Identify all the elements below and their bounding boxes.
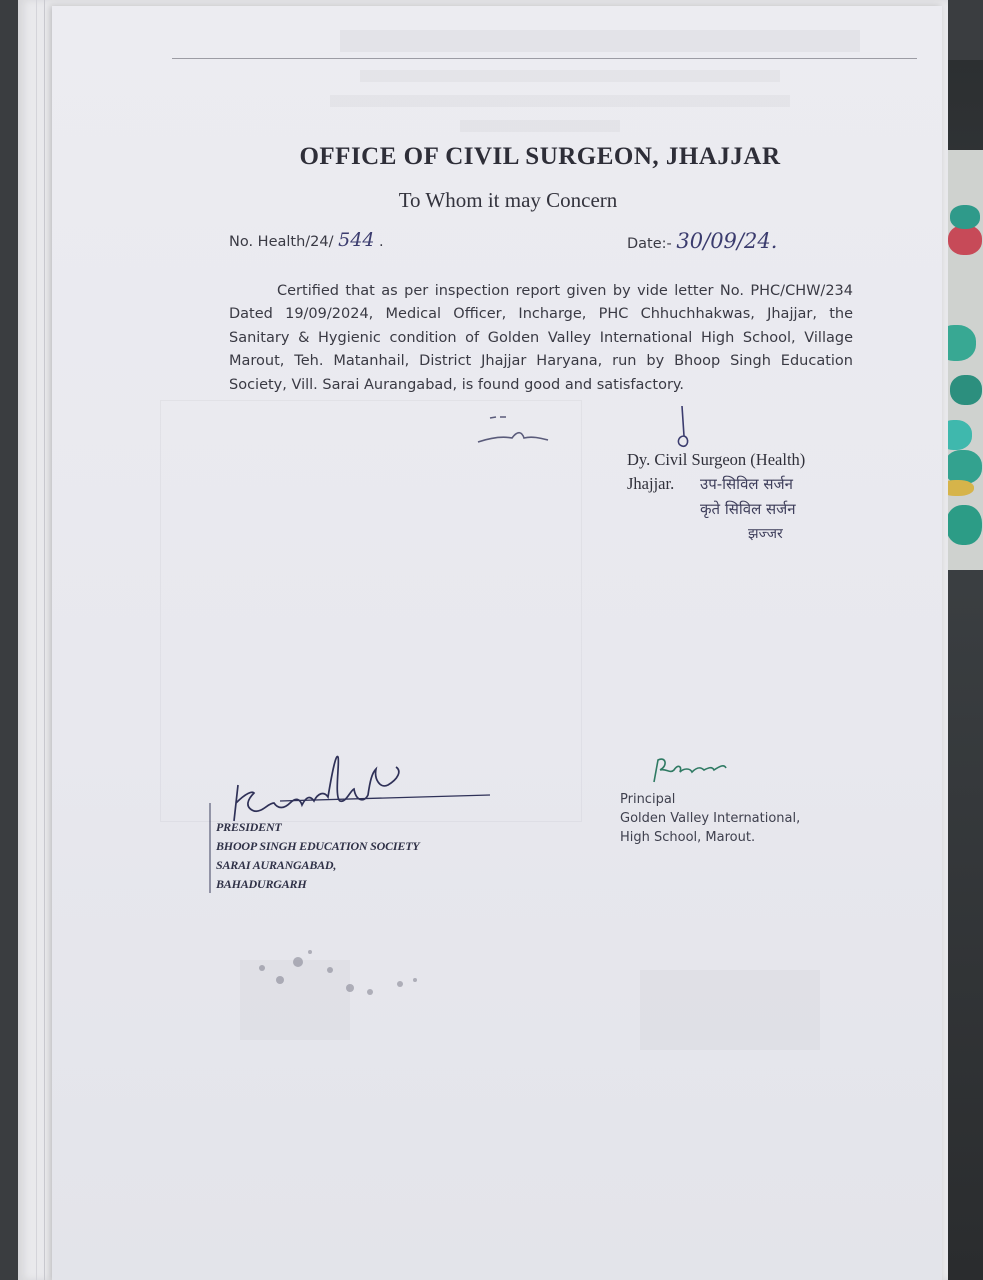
- date-line: [627, 229, 777, 253]
- date-label: Date:-: [627, 236, 672, 252]
- salutation: To Whom it may Concern: [398, 188, 618, 212]
- issuer-designation: Dy. Civil Surgeon (Health): [627, 450, 806, 469]
- president-title: PRESIDENT: [216, 820, 282, 834]
- office-heading: OFFICE OF CIVIL SURGEON, JHAJJAR: [299, 143, 781, 170]
- president-society: BHOOP SINGH EDUCATION SOCIETY: [216, 839, 420, 853]
- hindi-stamp-line2: कृते सिविल सर्जन: [700, 500, 796, 518]
- president-signature: [210, 745, 500, 825]
- principal-address: High School, Marout.: [620, 830, 756, 845]
- bead-teal: [950, 375, 982, 405]
- initial-scribble: [470, 412, 560, 452]
- hindi-stamp-line1: उप-सिविल सर्जन: [700, 475, 793, 493]
- reference-number: [229, 229, 384, 251]
- date-handwritten: 30/09/24.: [676, 229, 778, 253]
- principal-school: Golden Valley International,: [620, 811, 801, 826]
- reference-handwritten-number: 544: [338, 229, 375, 251]
- reference-suffix: .: [379, 234, 384, 250]
- principal-stamp: [620, 790, 800, 847]
- faded-stamp-smudge: [250, 940, 430, 1010]
- issuer-place: Jhajjar.: [627, 474, 675, 493]
- reference-prefix: No. Health/24/: [229, 234, 334, 250]
- president-stamp: [216, 818, 419, 894]
- principal-title: Principal: [620, 792, 676, 807]
- bead-teal: [946, 505, 982, 545]
- principal-signature: [648, 752, 748, 792]
- president-address: SARAI AURANGABAD,: [216, 858, 337, 872]
- certificate-body: Certified that as per inspection report given by vide letter No. PHC/CHW/234 Dated 19/09/2024, Medical Officer, Incharge, PHC Chhuchhakwas, Jhajjar, the Sanitary & Hygienic condition of Golden Valley International High School, Village Marout, Teh. Matanhail, District Jhajjar Haryana, run by Bhoop Singh Education Society, Vill. Sarai Aurangabad, is found good and satisfactory.: [229, 282, 853, 393]
- top-rule: [172, 58, 917, 59]
- hindi-stamp-line3: झज्जर: [748, 526, 783, 542]
- bead-red: [948, 225, 982, 255]
- bead-teal: [944, 450, 982, 484]
- president-city: BAHADURGARH: [216, 877, 307, 891]
